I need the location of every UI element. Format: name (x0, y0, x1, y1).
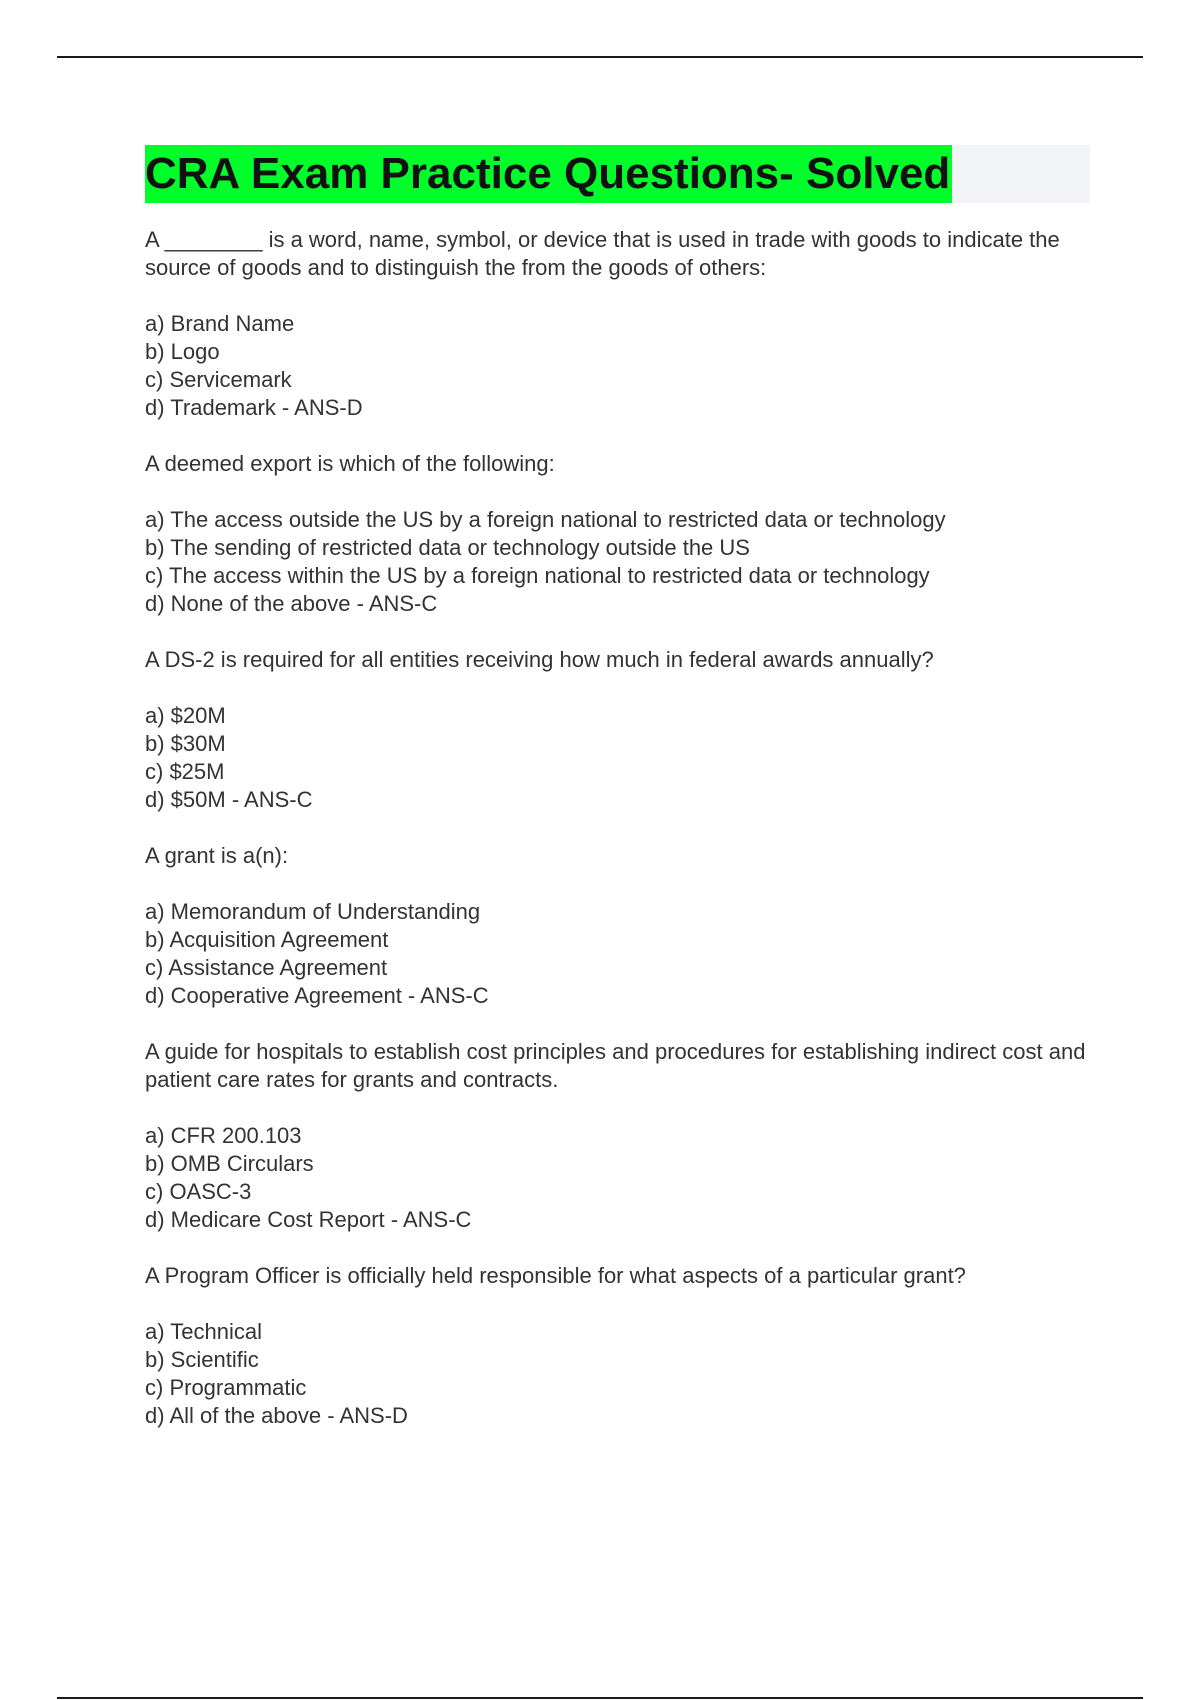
top-rule (57, 56, 1143, 58)
option-b: b) $30M (145, 731, 226, 756)
question-text: A deemed export is which of the following: (145, 451, 555, 476)
option-b: b) OMB Circulars (145, 1151, 314, 1176)
option-c: c) Programmatic (145, 1375, 307, 1400)
option-c: c) OASC-3 (145, 1179, 252, 1204)
answer-options (145, 310, 1090, 422)
answer-options (145, 1318, 1090, 1430)
question-3 (145, 646, 1090, 814)
option-c: c) The access within the US by a foreign national to restricted data or technology (145, 563, 930, 588)
option-b: b) Acquisition Agreement (145, 927, 389, 952)
option-c: c) $25M (145, 759, 225, 784)
question-text: A DS-2 is required for all entities receiving how much in federal awards annually? (145, 647, 934, 672)
question-text: A ________ is a word, name, symbol, or device that is used in trade with goods to indicate the source of goods and to distinguish the from the goods of others: (145, 227, 1060, 280)
option-d: d) None of the above - ANS-C (145, 591, 438, 616)
option-c: c) Assistance Agreement (145, 955, 388, 980)
page-title: CRA Exam Practice Questions- Solved (145, 145, 952, 203)
answer-options (145, 898, 1090, 1010)
question-text: A guide for hospitals to establish cost principles and procedures for establishing indirect cost and patient care rates for grants and contracts. (145, 1039, 1086, 1092)
option-b: b) Logo (145, 339, 220, 364)
bottom-rule (57, 1697, 1143, 1699)
option-a: a) $20M (145, 703, 226, 728)
option-a: a) CFR 200.103 (145, 1123, 302, 1148)
option-a: a) The access outside the US by a foreign national to restricted data or technology (145, 507, 946, 532)
question-2 (145, 450, 1090, 618)
option-a: a) Technical (145, 1319, 262, 1344)
answer-options (145, 506, 1090, 618)
answer-options (145, 1122, 1090, 1234)
question-1 (145, 226, 1090, 422)
question-text: A grant is a(n): (145, 843, 289, 868)
question-6 (145, 1262, 1090, 1430)
option-d: d) All of the above - ANS-D (145, 1403, 408, 1428)
questions-list (145, 226, 1090, 1458)
option-a: a) Brand Name (145, 311, 295, 336)
option-d: d) Cooperative Agreement - ANS-C (145, 983, 489, 1008)
option-d: d) Trademark - ANS-D (145, 395, 363, 420)
option-a: a) Memorandum of Understanding (145, 899, 481, 924)
option-b: b) The sending of restricted data or technology outside the US (145, 535, 750, 560)
question-text: A Program Officer is officially held responsible for what aspects of a particular grant? (145, 1263, 966, 1288)
question-4 (145, 842, 1090, 1010)
question-5 (145, 1038, 1090, 1234)
option-d: d) $50M - ANS-C (145, 787, 313, 812)
option-d: d) Medicare Cost Report - ANS-C (145, 1207, 472, 1232)
option-b: b) Scientific (145, 1347, 259, 1372)
answer-options (145, 702, 1090, 814)
option-c: c) Servicemark (145, 367, 292, 392)
title-band (145, 145, 1090, 203)
